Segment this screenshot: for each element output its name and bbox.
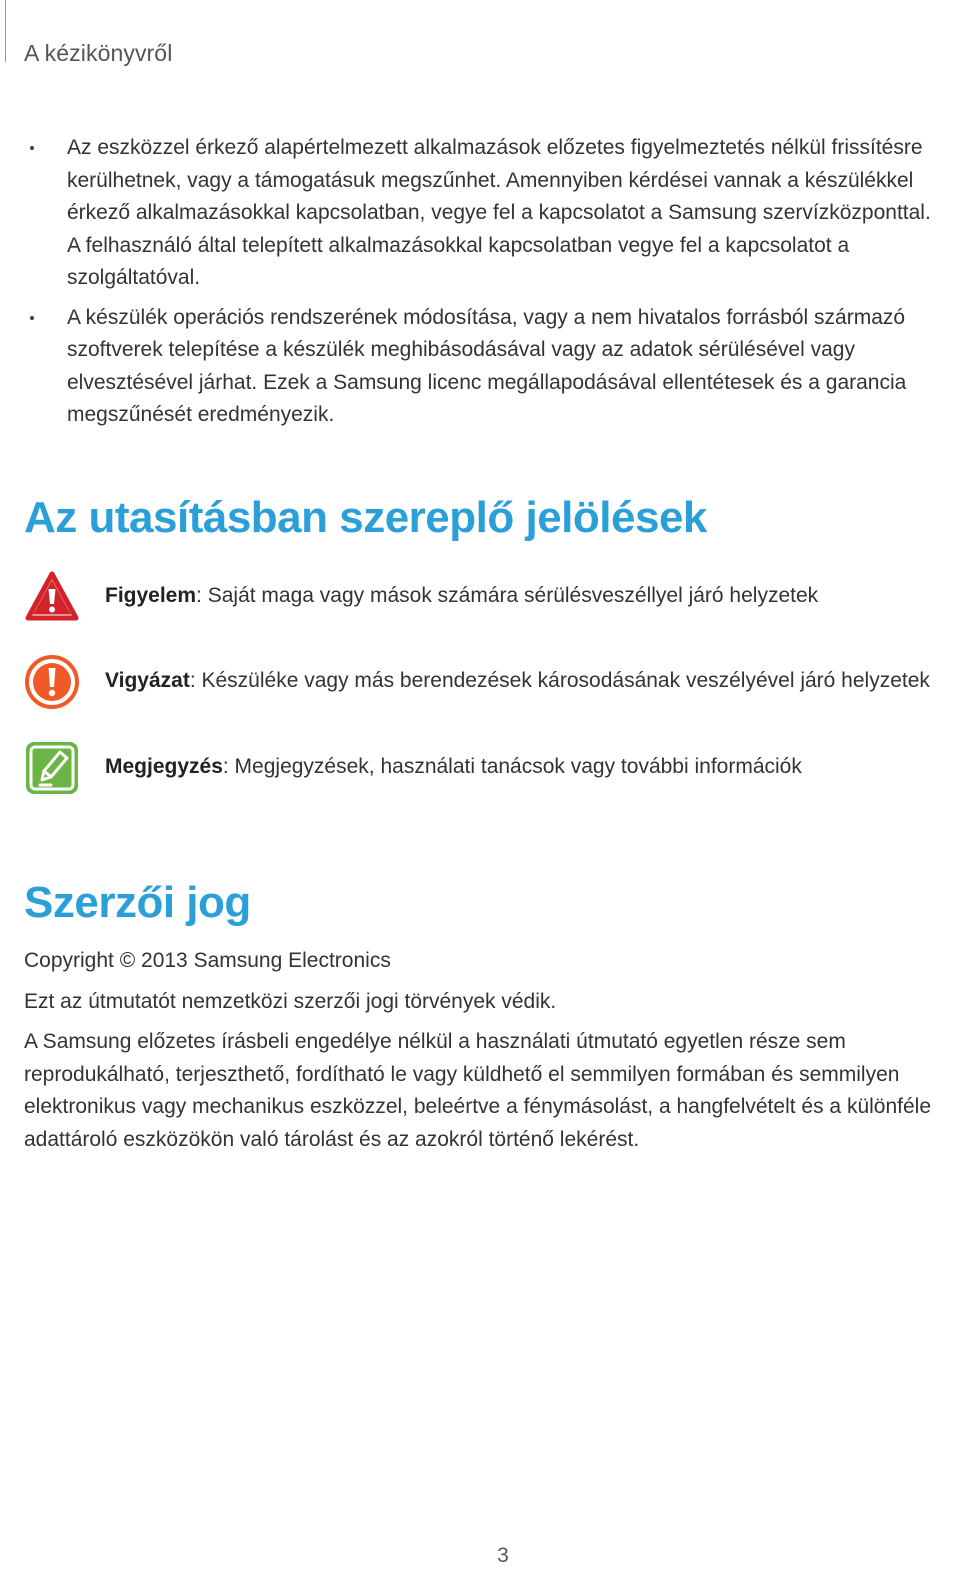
running-header: A kézikönyvről <box>24 40 173 66</box>
bullet-dot <box>30 146 34 150</box>
page-edge-rule <box>0 0 6 62</box>
legend-text-warning <box>105 581 818 611</box>
copyright-block <box>24 945 944 1164</box>
legend-description: : Készüléke vagy más berendezések károsodásának veszélyével járó helyzetek <box>189 669 930 692</box>
legend-row-caution <box>24 654 944 710</box>
legend-term: Vigyázat <box>105 669 190 692</box>
bullet-item <box>30 302 940 432</box>
legend-row-note <box>24 740 944 796</box>
legend-term: Figyelem <box>105 584 197 607</box>
bullet-text: A készülék operációs rendszerének módosítása, vagy a nem hivatalos forrásból származó szoftverek telepítése a készülék meghibásodásával vagy az adatok sérülésével vagy elvesztésével járhat. Ezek a Samsung licenc megállapodásával ellentétesek és a garancia megszűnését eredményezik. <box>67 305 907 426</box>
legend-text-caution <box>105 666 930 696</box>
caution-exclamation-icon <box>24 654 80 710</box>
copyright-heading: Szerzői jog <box>24 878 251 927</box>
legend-description: : Saját maga vagy mások számára sérülésveszéllyel járó helyzetek <box>196 584 819 607</box>
bullet-dot <box>30 316 34 320</box>
bullet-item <box>30 132 940 295</box>
bullet-text: Az eszközzel érkező alapértelmezett alkalmazások előzetes figyelmeztetés nélkül frissítésre kerülhetnek, vagy a támogatásuk megszűnhet. Amennyiben kérdései vannak a készülékkel érkező alkalmazásokkal kapcsolatban, vegye fel a kapcsolatot a Samsung szervízközponttal. A felhasználó által telepített alkalmazásokkal kapcsolatban vegye fel a kapcsolatot a szolgáltatóval. <box>67 136 931 289</box>
symbols-heading: Az utasításban szereplő jelölések <box>24 493 707 542</box>
bullet-list <box>30 132 940 439</box>
legend-term: Megjegyzés <box>105 755 223 778</box>
legend-description: : Megjegyzések, használati tanácsok vagy további információk <box>222 755 802 778</box>
copyright-notice: Copyright © 2013 Samsung Electronics <box>24 949 391 972</box>
legend-text-note <box>105 752 802 782</box>
legend-row-warning <box>24 569 944 625</box>
copyright-restriction: A Samsung előzetes írásbeli engedélye nélkül a használati útmutató egyetlen része sem reprodukálható, terjeszthető, fordítható le vagy küldhető el semmilyen formában és semmilyen elektronikus vagy mechanikus eszközzel, beleértve a fénymásolást, a hangfelvételt és a különféle adattároló eszközökön való tárolást és az azokról történő lekérést. <box>24 1030 931 1151</box>
page-number: 3 <box>497 1544 509 1567</box>
warning-triangle-icon <box>24 569 80 625</box>
note-pencil-icon <box>24 740 80 796</box>
copyright-protection: Ezt az útmutatót nemzetközi szerzői jogi törvények védik. <box>24 989 557 1013</box>
